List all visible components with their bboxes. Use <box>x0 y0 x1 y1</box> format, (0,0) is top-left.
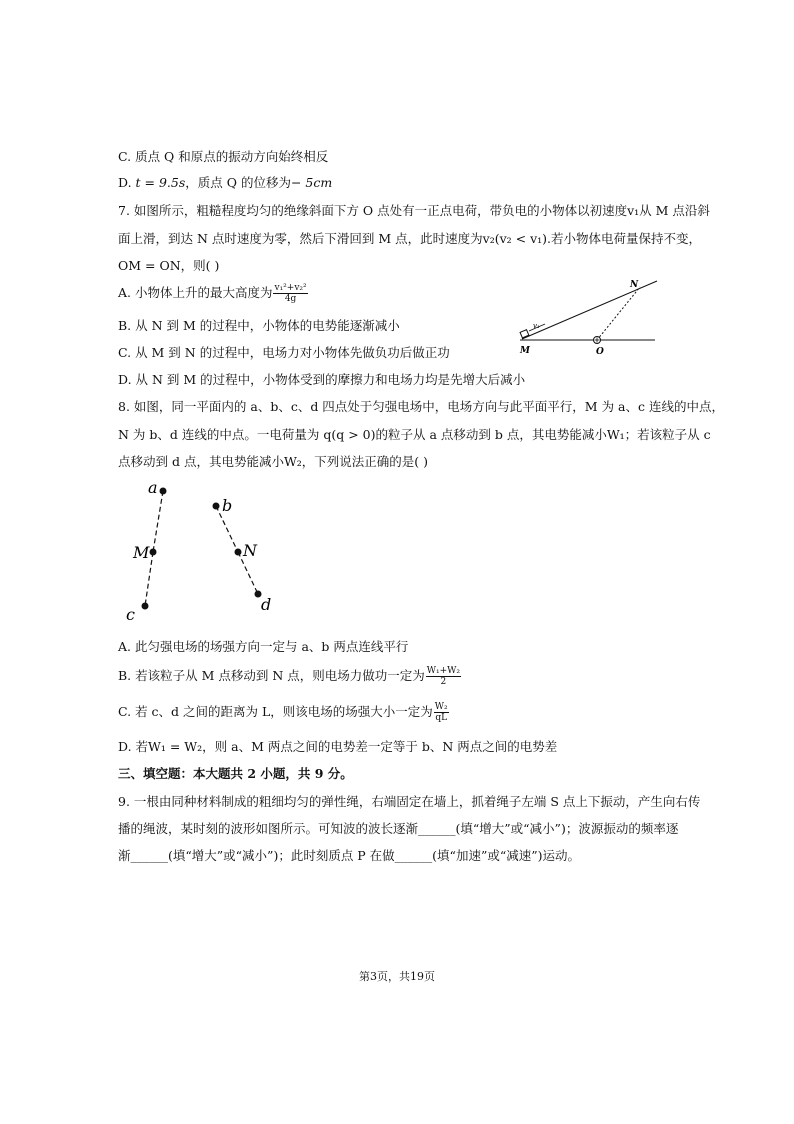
q6-option-c: C. 质点 Q 和原点的振动方向始终相反 <box>118 149 329 164</box>
q8-stem-line1: 8. 如图，同一平面内的 a、b、c、d 四点处于匀强电场中，电场方向与此平面平行，M 为 a、c 连线的中点， <box>118 399 724 414</box>
q7-option-c: C. 从 M 到 N 的过程中，电场力对小物体先做负功后做正功 <box>118 345 450 360</box>
q7-option-b: B. 从 N 到 M 的过程中，小物体的电势能逐渐减小 <box>118 318 400 333</box>
page-footer: 第3页，共19页 <box>359 970 435 983</box>
fraction-numerator: W₁+W₂ <box>426 666 461 676</box>
q6-option-d <box>118 173 332 191</box>
q7-stem-line1: 7. 如图所示，粗糙程度均匀的绝缘斜面下方 O 点处有一正点电荷，带负电的小物体以初速度v₁从 M 点沿斜 <box>118 203 710 218</box>
fraction-denominator: 2 <box>440 677 447 687</box>
q8-option-a: A. 此匀强电场的场强方向一定与 a、b 两点连线平行 <box>118 639 409 654</box>
q8-option-b-text: B. 若该粒子从 M 点移动到 N 点，则电场力做功一定为 <box>118 668 425 683</box>
section-3-heading: 三、填空题：本大题共 2 小题，共 9 分。 <box>118 766 353 781</box>
dashed-on-line <box>597 287 640 340</box>
q8-option-c <box>118 702 449 723</box>
point-c <box>142 603 149 610</box>
label-N: N <box>630 280 639 290</box>
q6-option-d-text: ，质点 Q 的位移为 <box>185 175 291 190</box>
point-N <box>235 549 242 556</box>
label-c: c <box>126 605 135 624</box>
q7-option-a-fraction <box>273 283 307 304</box>
label-v1: v₁ <box>533 322 540 330</box>
q6-option-d-prefix: D. <box>118 175 136 190</box>
q8-option-b-fraction <box>426 666 461 687</box>
fraction-numerator: v₁²+v₂² <box>274 283 307 293</box>
fraction-denominator: 4g <box>284 294 297 304</box>
q7-incline-figure <box>515 275 665 360</box>
fraction-numerator: W₂ <box>434 702 448 712</box>
q8-option-c-text: C. 若 c、d 之间的距离为 L，则该电场的场强大小一定为 <box>118 704 433 719</box>
q9-stem-line2: 播的绳波，某时刻的波形如图所示。可知波的波长逐渐______(填“增大”或“减小”)；波源振动的频率逐 <box>118 821 679 836</box>
label-a: a <box>148 478 158 497</box>
q9-stem-line3: 渐______(填“增大”或“减小”)；此时刻质点 P 在做______(填“加速”或“减速”)运动。 <box>118 848 580 863</box>
q8-stem-line3: 点移动到 d 点，其电势能减小W₂，下列说法正确的是( ) <box>118 454 429 469</box>
q7-option-a-text: A. 小物体上升的最大高度为 <box>118 285 273 300</box>
label-M: M <box>133 543 150 562</box>
label-M: M <box>520 346 530 356</box>
segment-a-M <box>153 491 163 552</box>
q7-stem-line3: OM = ON，则( ) <box>118 258 220 273</box>
q7-option-a <box>118 283 308 304</box>
q8-option-b <box>118 666 461 687</box>
label-N: N <box>243 541 257 560</box>
label-O: O <box>596 347 604 357</box>
q8-option-d: D. 若W₁ = W₂，则 a、M 两点之间的电势差一定等于 b、N 两点之间的电势差 <box>118 739 558 754</box>
q6-option-d-value: − 5cm <box>290 175 333 190</box>
q6-option-d-time: t = 9.5s <box>135 175 186 190</box>
q9-stem-line1: 9. 一根由同种材料制成的粗细均匀的弹性绳，右端固定在墙上，抓着绳子左端 S 点上下振动，产生向右传 <box>118 794 701 809</box>
point-b <box>213 503 220 510</box>
q7-option-d: D. 从 N 到 M 的过程中，小物体受到的摩擦力和电场力均是先增大后减小 <box>118 372 526 387</box>
point-M <box>150 549 157 556</box>
q8-option-c-fraction <box>434 702 449 723</box>
point-a <box>160 488 167 495</box>
q8-points-figure <box>118 472 288 632</box>
fraction-denominator: qL <box>435 713 448 723</box>
q7-stem-line2: 面上滑，到达 N 点时速度为零，然后下滑回到 M 点，此时速度为v₂(v₂ < v₁).若小物体电荷量保持不变， <box>118 231 701 246</box>
q8-stem-line2: N 为 b、d 连线的中点。一电荷量为 q(q > 0)的粒子从 a 点移动到 b 点，其电势能减小W₁；若该粒子从 c <box>118 427 711 442</box>
label-b: b <box>222 496 233 515</box>
label-d: d <box>261 595 272 614</box>
